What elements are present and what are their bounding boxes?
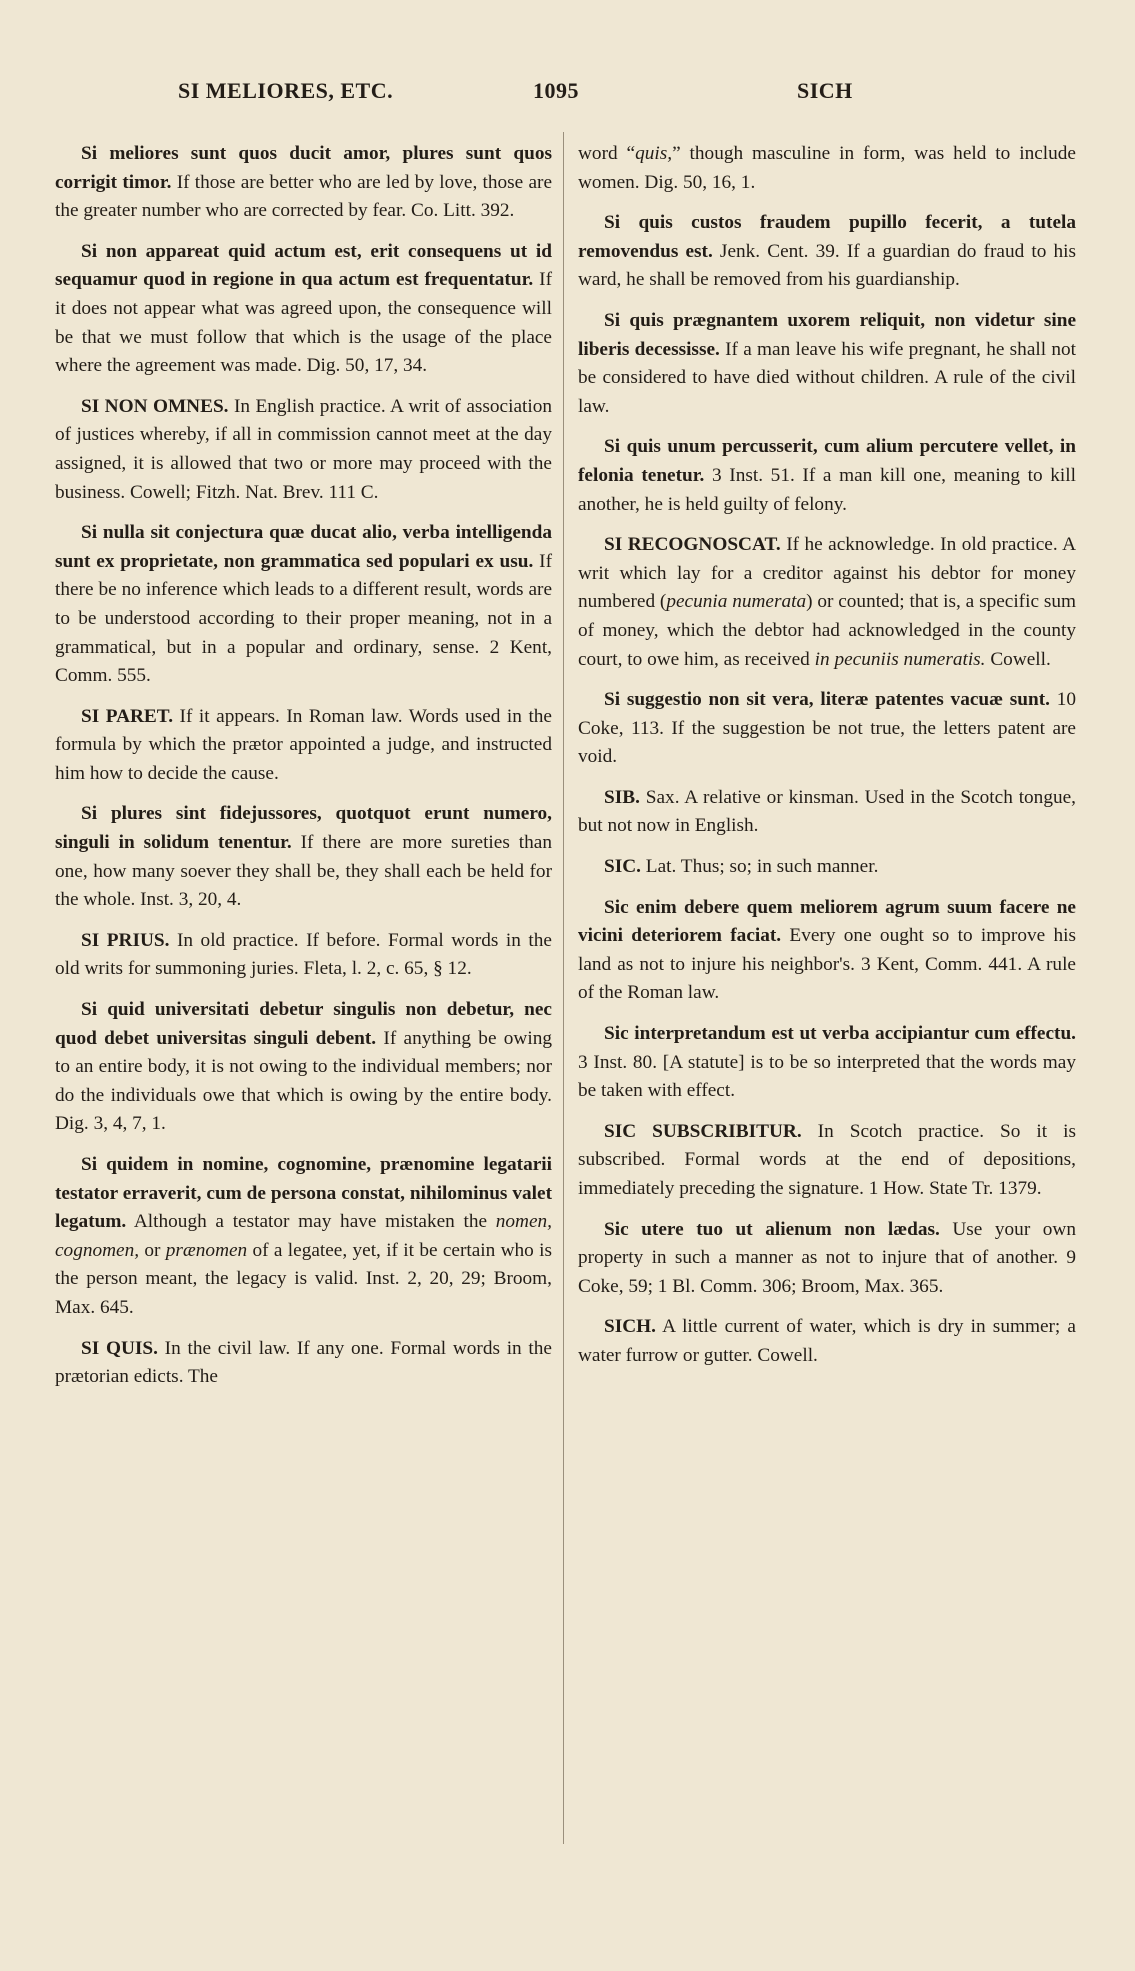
entry-sich — [578, 1313, 1076, 1370]
entry-definition-part: of a legatee, yet, if it be certain who is the person meant, the legacy is valid. Inst. 2, 20, 29; Broom, Max. 645. — [55, 1239, 553, 1318]
entry-headword: SIC. — [604, 856, 641, 878]
entry-definition-italic: nomen, cognomen, — [55, 1211, 552, 1261]
entry-headword: Si quidem in nomine, cognomine, prænomine legatarii testator erraverit, cum de persona constat, nihilominus valet legatum. — [55, 1154, 552, 1233]
entry-sic — [578, 853, 1076, 882]
entry-headword: Si plures sint fidejussores, quotquot erunt numero, singuli in solidum tenentur. — [55, 803, 552, 854]
entry-definition-italic: pecunia numerata — [666, 591, 807, 613]
entry-headword: Si non appareat quid actum est, erit consequens ut id sequamur quod in regione in qua actum est frequentatur. — [55, 240, 552, 291]
entry-definition: If it does not appear what was agreed upon, the consequence will be that we must follow that which is the usage of the place where the agreement was made. Dig. 50, 17, 34. — [55, 269, 552, 377]
entry-sic-interpretandum — [578, 1020, 1076, 1106]
entry-si-quidem-in-nomine — [55, 1151, 552, 1323]
entry-headword: SI QUIS. — [81, 1337, 158, 1359]
entry-definition-italic: quis, — [635, 143, 673, 164]
entry-headword: Si nulla sit conjectura quæ ducat alio, verba intelligenda sunt ex proprietate, non grammatica sed populari ex usu. — [55, 522, 552, 572]
entry-si-quis-praegnantem — [578, 307, 1076, 421]
entry-headword: Sic utere tuo ut alienum non lædas. — [604, 1218, 940, 1240]
entry-definition-part: ) or counted; that is, a specific sum of money, which the debtor had acknowledged in the county court, to owe him, as received — [578, 591, 1076, 670]
entry-sic-utere-tuo — [578, 1216, 1076, 1302]
entry-si-quid-universitati — [55, 996, 552, 1139]
entry-definition: If there are more sureties than one, how many soever they shall be, they shall each be held for the whole. Inst. 3, 20, 4. — [55, 832, 552, 911]
entry-definition: 3 Inst. 51. If a man kill one, meaning to kill another, he is held guilty of felony. — [578, 464, 1077, 515]
entry-definition: In English practice. A writ of association of justices whereby, if all in commission cannot meet at the day assigned, it is allowed that two or more may proceed with the business. Cowell; Fitzh. Nat. Brev. 111 C. — [55, 395, 553, 503]
entry-si-plures-sint — [55, 800, 552, 914]
entry-si-non-omnes — [55, 393, 552, 507]
entry-headword: Sic interpretandum est ut verba accipiantur cum effectu. — [604, 1023, 1076, 1045]
entry-si-non-appareat — [55, 238, 552, 381]
entry-si-nulla-sit — [55, 519, 552, 691]
header-left-guide-word: SI MELIORES, ETC. — [178, 78, 394, 103]
entry-definition: If those are better who are led by love, those are the greater number who are corrected by fear. Co. Litt. 392. — [55, 171, 553, 222]
entry-headword: SIB. — [604, 786, 640, 808]
entry-definition: Sax. A relative or kinsman. Used in the Scotch tongue, but not now in English. — [578, 786, 1076, 837]
entry-definition: A little current of water, which is dry in summer; a water furrow or gutter. Cowell. — [578, 1316, 1076, 1366]
entry-definition: In Scotch practice. So it is subscribed. Formal words at the end of depositions, immediately preceding the signature. 1 How. State Tr. 1379. — [578, 1120, 1076, 1199]
running-header — [0, 78, 1135, 118]
entry-si-paret — [55, 703, 552, 789]
entry-definition: Use your own property in such a manner as not to injure that of another. 9 Coke, 59; 1 Bl. Comm. 306; Broom, Max. 365. — [578, 1218, 1076, 1297]
entry-definition-part: ” though masculine in form, was held to include women. Dig. 50, 16, 1. — [578, 143, 1076, 193]
entry-headword: Si suggestio non sit vera, literæ patentes vacuæ sunt. — [604, 689, 1050, 711]
entry-si-prius — [55, 927, 552, 984]
entry-definition-part: If he acknowledge. In old practice. A writ which lay for a creditor against his debtor for money numbered ( — [578, 534, 1076, 613]
entry-definition: In the civil law. If any one. Formal words in the prætorian edicts. The — [55, 1337, 552, 1388]
entry-definition-part: Although a testator may have mistaken the — [126, 1211, 496, 1233]
entry-headword: Si meliores sunt quos ducit amor, plures sunt quos corrigit timor. — [55, 143, 552, 193]
entry-si-quis-unum — [578, 433, 1076, 519]
entry-definition: If a man leave his wife pregnant, he shall not be considered to have died without children. A rule of the civil law. — [578, 338, 1076, 417]
entry-headword: Si quis prægnantem uxorem reliquit, non videtur sine liberis decessisse. — [578, 309, 1076, 360]
entry-definition-part: or — [139, 1239, 166, 1261]
entry-definition: Jenk. Cent. 39. If a guardian do fraud to his ward, he shall be removed from his guardianship. — [578, 240, 1076, 291]
entry-si-meliores — [55, 140, 552, 226]
right-column — [578, 140, 1076, 1383]
entry-headword: SIC SUBSCRIBITUR. — [604, 1120, 802, 1142]
entry-headword: Si quis custos fraudem pupillo fecerit, a tutela removendus est. — [578, 212, 1076, 262]
entry-definition-italic: in pecuniis numeratis. — [814, 648, 986, 670]
entry-definition-part: Cowell. — [985, 648, 1051, 670]
entry-headword: SI NON OMNES. — [81, 395, 229, 417]
entry-definition: Every one ought so to improve his land as not to injure his neighbor's. 3 Kent, Comm. 441. A rule of the Roman law. — [578, 925, 1077, 1004]
entry-definition: Lat. Thus; so; in such manner. — [640, 856, 879, 878]
entry-headword: SI RECOGNOSCAT. — [604, 534, 781, 556]
entry-headword: Si quid universitati debetur singulis non debetur, nec quod debet universitas singuli debent. — [55, 999, 552, 1049]
entry-si-quis-continuation — [578, 140, 1076, 197]
entry-si-recognoscat — [578, 531, 1076, 674]
entry-headword: SICH. — [604, 1316, 656, 1338]
entry-definition: If there be no inference which leads to a different result, words are to be understood according to their proper meaning, not in a grammatical, but in a popular and ordinary, sense. 2 Kent, Comm. 555. — [55, 550, 552, 687]
entry-definition: In old practice. If before. Formal words in the old writs for summoning juries. Fleta, l. 2, c. 65, § 12. — [55, 929, 552, 980]
entry-headword: SI PARET. — [81, 705, 174, 727]
entry-si-suggestio — [578, 686, 1076, 772]
entry-si-quis — [55, 1335, 552, 1392]
entry-sic-subscribitur — [578, 1118, 1076, 1204]
entry-definition: 10 Coke, 113. If the suggestion be not true, the letters patent are void. — [578, 689, 1076, 768]
entry-si-quis-custos — [578, 209, 1076, 295]
entry-definition-part: word “ — [578, 143, 636, 164]
left-column — [55, 140, 552, 1404]
entry-sic-enim-debere — [578, 894, 1076, 1008]
page-number: 1095 — [533, 78, 579, 103]
entry-headword: Sic enim debere quem meliorem agrum suum facere ne vicini deteriorem faciat. — [578, 896, 1076, 947]
entry-definition: If anything be owing to an entire body, it is not owing to the individual members; nor do the individuals owe that which is owing by the entire body. Dig. 3, 4, 7, 1. — [55, 1027, 552, 1135]
entry-headword: SI PRIUS. — [81, 929, 170, 951]
entry-headword: Si quis unum percusserit, cum alium percutere vellet, in felonia tenetur. — [578, 436, 1076, 486]
entry-definition-italic: prænomen — [165, 1239, 248, 1261]
entry-definition: If it appears. In Roman law. Words used in the formula by which the prætor appointed a judge, and instructed him how to decide the cause. — [55, 705, 552, 784]
entry-sib — [578, 784, 1076, 841]
entry-definition: 3 Inst. 80. [A statute] is to be so interpreted that the words may be taken with effect. — [578, 1051, 1076, 1102]
header-right-guide-word: SICH — [797, 78, 853, 103]
column-divider — [563, 132, 564, 1844]
